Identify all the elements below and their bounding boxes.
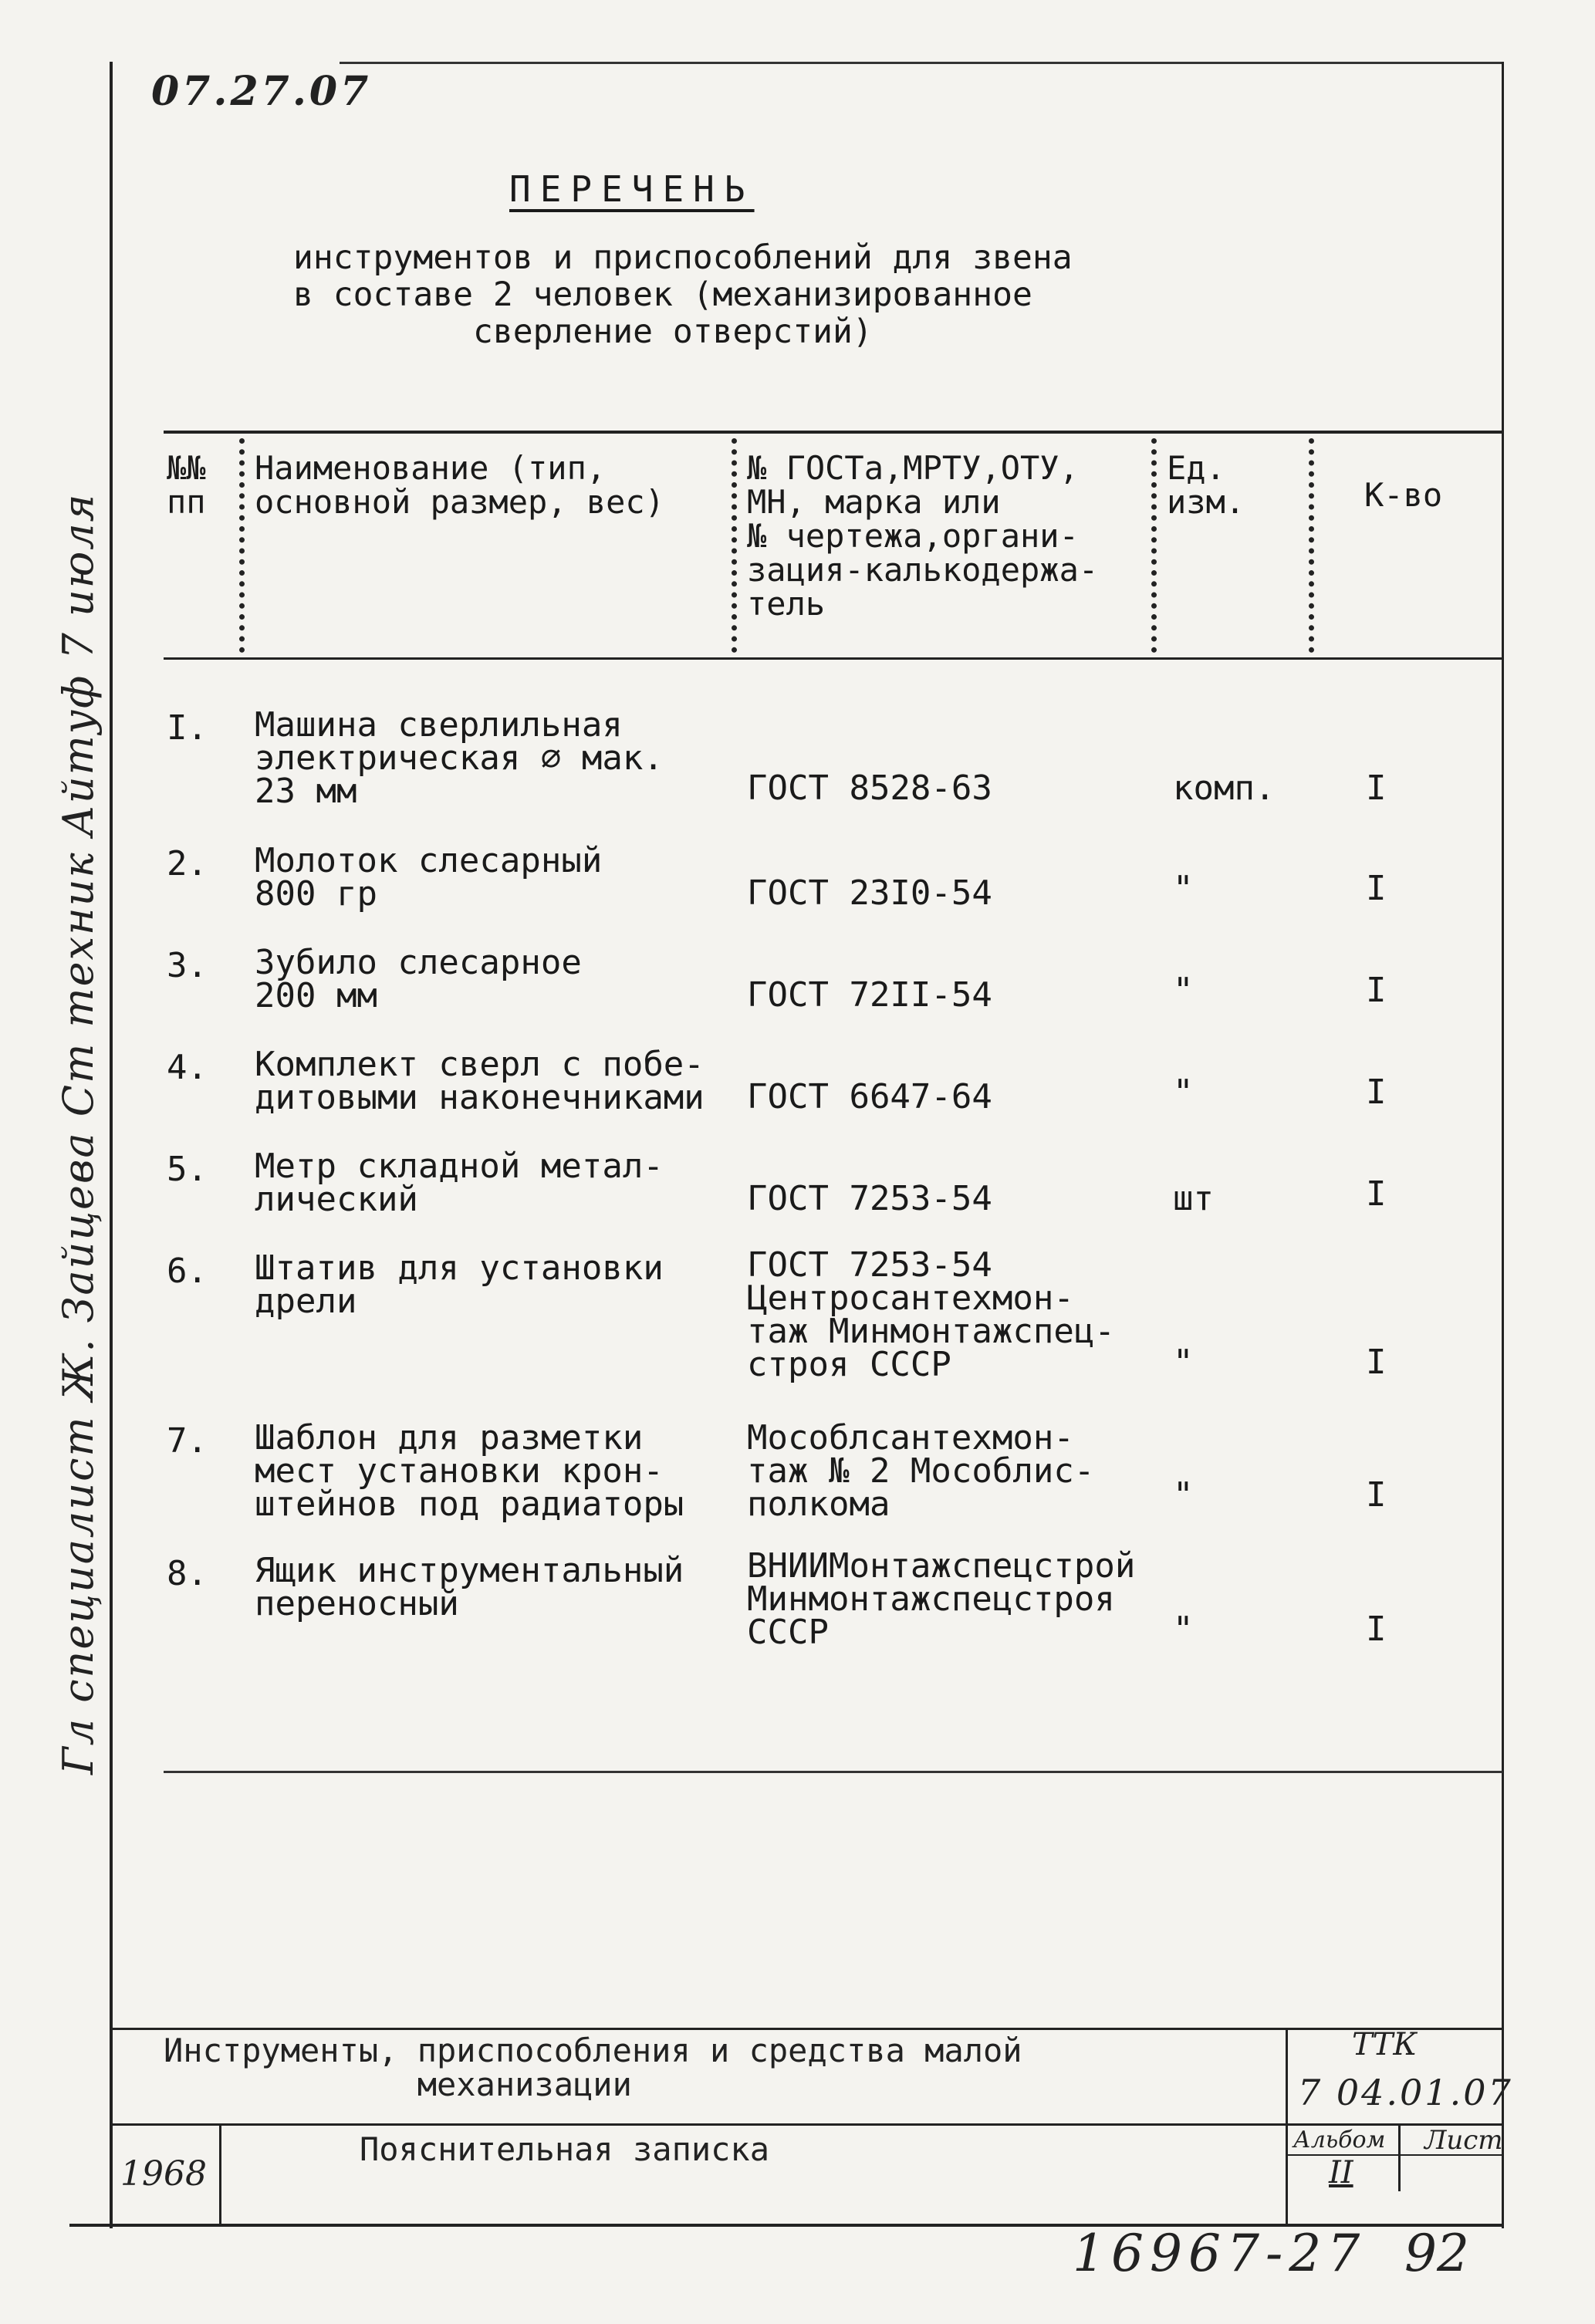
row-quantity: I bbox=[1366, 1343, 1387, 1382]
row-unit: " bbox=[1173, 869, 1194, 908]
header-number: №№ пп bbox=[167, 449, 206, 521]
row-number: 8. bbox=[167, 1554, 208, 1593]
row-quantity: I bbox=[1366, 1174, 1387, 1214]
table-top-rule bbox=[164, 431, 1502, 434]
header-quantity: К-во bbox=[1364, 476, 1443, 514]
row-number: 3. bbox=[167, 946, 208, 985]
row-unit: " bbox=[1173, 1343, 1194, 1382]
row-quantity: I bbox=[1366, 1072, 1387, 1112]
title-block-album-label: Альбом bbox=[1293, 2126, 1386, 2153]
column-divider bbox=[239, 438, 245, 653]
title-block-album-divider bbox=[1398, 2123, 1401, 2191]
row-standard: Мособлсантехмон- таж № 2 Мособлис- полкома bbox=[747, 1418, 1095, 1524]
row-name: Машина сверлильная электрическая ∅ мак. 23 мм bbox=[255, 705, 664, 811]
row-unit: " bbox=[1173, 971, 1194, 1010]
row-quantity: I bbox=[1366, 1610, 1387, 1649]
title-block-note: Пояснительная записка bbox=[360, 2130, 770, 2168]
frame-right-line bbox=[1502, 62, 1504, 2228]
side-signature-annotation: Гл специалист Ж. Зайцева Ст техник Айтуф 7 июля bbox=[54, 492, 103, 1775]
title-block-album-value: II bbox=[1329, 2155, 1353, 2191]
row-name: Комплект сверл с побе- дитовыми наконечниками bbox=[255, 1045, 705, 1117]
bottom-archive-number: 16967-27 bbox=[1073, 2224, 1367, 2283]
table-header-rule bbox=[164, 657, 1502, 660]
header-unit: Ед. изм. bbox=[1167, 449, 1245, 521]
title-block-year-divider bbox=[219, 2123, 221, 2224]
row-standard: ГОСТ 8528-63 bbox=[747, 768, 992, 808]
row-unit: " bbox=[1173, 1610, 1194, 1649]
title-block-year: 1968 bbox=[120, 2154, 207, 2194]
row-name: Метр складной метал- лический bbox=[255, 1147, 664, 1219]
bottom-sheet-number: 92 bbox=[1404, 2224, 1469, 2283]
row-name: Штатив для установки дрели bbox=[255, 1248, 664, 1321]
row-name: Шаблон для разметки мест установки крон- штейнов под радиаторы bbox=[255, 1418, 684, 1524]
row-unit: шт bbox=[1173, 1179, 1214, 1218]
row-number: I. bbox=[167, 708, 208, 748]
row-name: Молоток слесарный 800 гр bbox=[255, 841, 603, 914]
column-divider bbox=[732, 438, 737, 653]
header-standard: № ГОСТа,МРТУ,ОТУ, МН, марка или № чертежа,органи- зация-калькодержа- тель bbox=[747, 449, 1099, 623]
document-subtitle: инструментов и приспособлений для звена в составе 2 человек (механизированное сверление отверстий) bbox=[293, 238, 1073, 351]
title-block-doc-number: 7 04.01.07 bbox=[1298, 2072, 1513, 2113]
row-standard: ГОСТ 7253-54 bbox=[747, 1179, 992, 1218]
row-quantity: I bbox=[1366, 869, 1387, 908]
row-unit: " bbox=[1173, 1072, 1194, 1112]
row-number: 2. bbox=[167, 844, 208, 883]
row-name: Зубило слесарное 200 мм bbox=[255, 943, 582, 1015]
frame-left-line bbox=[110, 62, 113, 2228]
row-standard: ГОСТ 6647-64 bbox=[747, 1077, 992, 1116]
row-standard: ГОСТ 7253-54 Центросантехмон- таж Минмонтажспец- строя СССР bbox=[747, 1245, 1115, 1384]
row-quantity: I bbox=[1366, 971, 1387, 1010]
row-number: 7. bbox=[167, 1421, 208, 1461]
column-divider bbox=[1151, 438, 1157, 653]
table-end-rule bbox=[164, 1771, 1502, 1773]
row-number: 5. bbox=[167, 1150, 208, 1189]
row-standard: ГОСТ 72II-54 bbox=[747, 975, 992, 1015]
title-block-sheet-label: Лист bbox=[1424, 2125, 1503, 2156]
row-quantity: I bbox=[1366, 1475, 1387, 1515]
row-unit: комп. bbox=[1173, 768, 1276, 808]
row-number: 4. bbox=[167, 1048, 208, 1087]
row-quantity: I bbox=[1366, 768, 1387, 808]
frame-top-line bbox=[340, 62, 1503, 64]
title-block-vertical-line bbox=[1286, 2028, 1288, 2224]
row-name: Ящик инструментальный переносный bbox=[255, 1551, 684, 1623]
document-code: 07.27.07 bbox=[151, 68, 372, 115]
row-standard: ГОСТ 23I0-54 bbox=[747, 873, 992, 913]
header-name: Наименование (тип, основной размер, вес) bbox=[255, 449, 665, 521]
row-unit: " bbox=[1173, 1475, 1194, 1515]
title-block-doc-type: ТТК bbox=[1352, 2027, 1418, 2062]
title-block-top-line bbox=[110, 2028, 1503, 2030]
column-divider bbox=[1309, 438, 1314, 653]
document-title: ПЕРЕЧЕНЬ bbox=[509, 168, 755, 210]
row-standard: ВНИИМонтажспецстрой Минмонтажспецстроя СССР bbox=[747, 1546, 1136, 1652]
row-number: 6. bbox=[167, 1252, 208, 1291]
title-block-section: Инструменты, приспособления и средства малой механизации bbox=[164, 2032, 1022, 2103]
